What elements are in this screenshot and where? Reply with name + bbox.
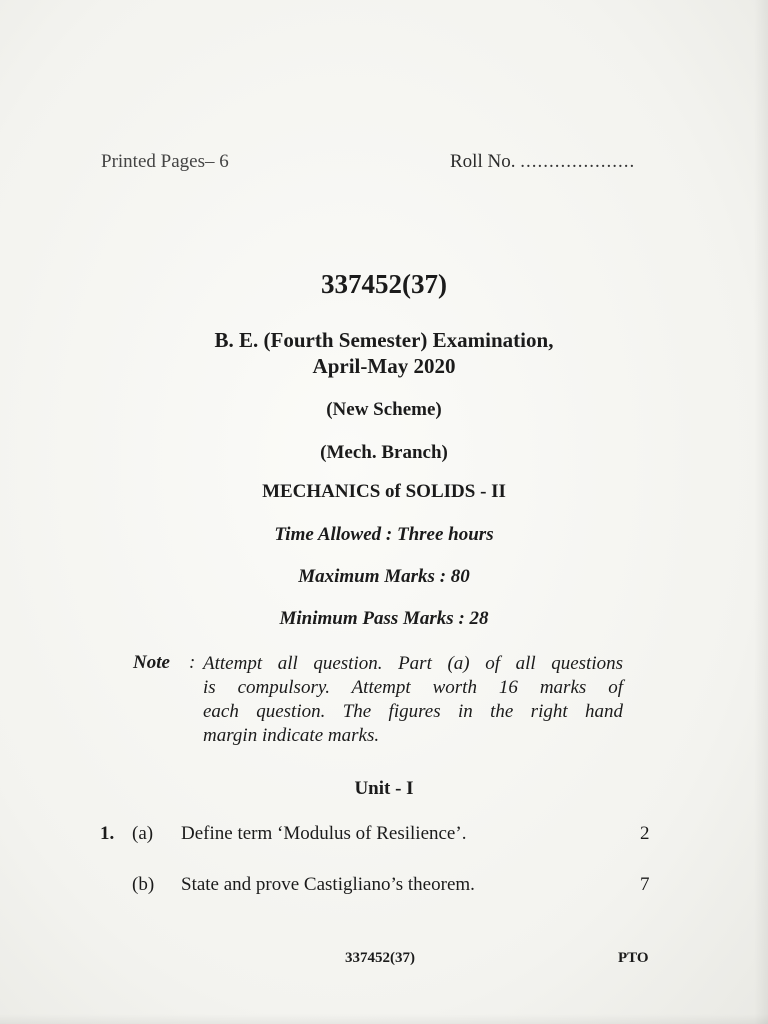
exam-title [0,327,768,379]
question-part-marks: 7 [640,874,650,895]
roll-number [450,151,635,173]
page-bottom-shadow [0,1014,768,1024]
question-number: 1. [100,823,115,844]
exam-title-line1: B. E. (Fourth Semester) Examination, [214,328,554,352]
question-part-text: Define term ‘Modulus of Resilience’. [181,823,467,844]
footer-paper-code: 337452(37) [345,950,415,966]
note-line: margin indicate marks. [203,725,380,746]
time-allowed: Time Allowed : Three hours [274,524,494,545]
exam-subject: MECHANICS of SOLIDS - II [262,481,506,502]
note-colon: : [189,652,196,673]
question-part-label: (a) [132,823,154,844]
question-part-text: State and prove Castigliano’s theorem. [181,874,475,895]
question-part-label: (b) [132,874,155,895]
exam-scheme: (New Scheme) [326,399,442,420]
unit-heading: Unit - I [354,778,414,799]
note-label: Note [133,652,170,673]
footer-pto: PTO [618,950,649,966]
exam-branch: (Mech. Branch) [320,442,448,463]
paper-code: 337452(37) [321,269,447,299]
roll-number-blank: .................... [520,151,636,172]
minimum-pass-marks: Minimum Pass Marks : 28 [279,608,489,629]
printed-pages: Printed Pages– 6 [101,151,229,172]
note-line: Attempt all question. Part (a) of all questions [203,653,623,674]
maximum-marks: Maximum Marks : 80 [298,566,470,587]
exam-title-line2: April-May 2020 [312,354,456,378]
note-line: each question. The figures in the right hand [203,701,623,722]
roll-number-label: Roll No. [450,151,516,172]
question-part-marks: 2 [640,823,650,844]
note-text [203,652,623,748]
note-line: is compulsory. Attempt worth 16 marks of [203,677,623,698]
page-edge-shadow [754,0,768,1024]
